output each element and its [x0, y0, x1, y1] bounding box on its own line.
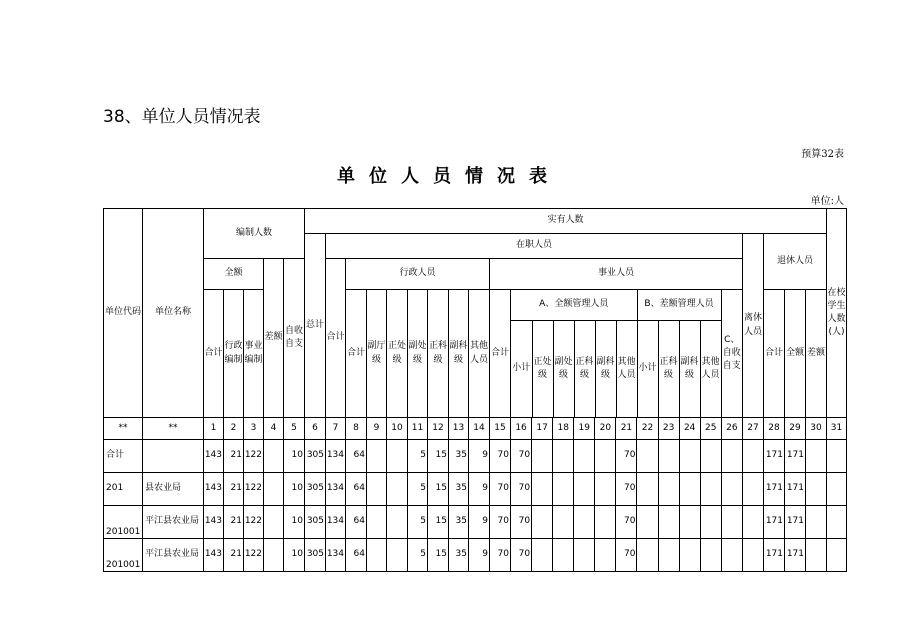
- value-cell: 305: [305, 440, 326, 473]
- value-cell: 5: [408, 440, 428, 473]
- header-ret-total: 合计: [764, 290, 785, 418]
- value-cell: [658, 539, 679, 572]
- value-cell: 10: [284, 473, 305, 506]
- index-cell: 22: [637, 418, 658, 440]
- index-cell: 11: [408, 418, 428, 440]
- value-cell: 122: [244, 539, 264, 572]
- index-cell: 28: [764, 418, 785, 440]
- unit-name-cell: [143, 440, 204, 473]
- value-cell: [700, 473, 721, 506]
- value-cell: 171: [764, 440, 785, 473]
- header-grand-total: 总计: [305, 234, 326, 418]
- unit-code-cell: 201001: [104, 506, 143, 539]
- value-cell: [367, 440, 387, 473]
- value-cell: [264, 440, 284, 473]
- header-inst-staff: 事业人员: [490, 259, 743, 290]
- header-a-deputy-section: 副科级: [595, 321, 616, 418]
- table-header: [104, 209, 847, 418]
- section-heading: 38、单位人员情况表: [103, 107, 261, 127]
- header-group-c: C、自收自支: [721, 290, 742, 417]
- value-cell: 122: [244, 473, 264, 506]
- value-cell: 15: [428, 473, 449, 506]
- value-cell: 70: [616, 539, 637, 572]
- header-admin-auth: 行政编制: [224, 290, 244, 418]
- index-cell: 2: [224, 418, 244, 440]
- value-cell: 5: [408, 506, 428, 539]
- value-cell: 134: [326, 440, 346, 473]
- personnel-table: [103, 208, 847, 572]
- header-admin-other: 其他人员: [469, 290, 490, 418]
- header-division: 正处级: [387, 290, 408, 418]
- header-diff-amount: 差额: [264, 259, 284, 418]
- value-cell: 64: [346, 440, 367, 473]
- value-cell: 21: [224, 440, 244, 473]
- value-cell: [700, 539, 721, 572]
- unit-label: 单位:人: [810, 196, 844, 207]
- header-admin-staff: 行政人员: [346, 259, 490, 290]
- value-cell: [387, 506, 408, 539]
- index-cell: 27: [743, 418, 764, 440]
- value-cell: 70: [511, 506, 532, 539]
- header-unit-code: 单位代码: [104, 209, 143, 418]
- header-ret-full: 全额: [785, 290, 806, 418]
- value-cell: [679, 473, 700, 506]
- index-cell: 10: [387, 418, 408, 440]
- value-cell: [387, 473, 408, 506]
- unit-name-cell: 县农业局: [143, 473, 204, 506]
- unit-code-cell: 201: [104, 473, 143, 506]
- value-cell: [637, 539, 658, 572]
- header-ret-diff: 差额: [806, 290, 827, 418]
- value-cell: 10: [284, 539, 305, 572]
- header-inst-total: 合计: [490, 290, 511, 418]
- value-cell: 122: [244, 440, 264, 473]
- value-cell: 171: [764, 506, 785, 539]
- value-cell: 171: [785, 539, 806, 572]
- value-cell: 171: [785, 440, 806, 473]
- value-cell: [721, 473, 742, 506]
- value-cell: 9: [469, 506, 490, 539]
- value-cell: 70: [490, 539, 511, 572]
- index-cell: 21: [616, 418, 637, 440]
- value-cell: 64: [346, 473, 367, 506]
- index-cell: 25: [700, 418, 721, 440]
- index-cell: 5: [284, 418, 305, 440]
- value-cell: 9: [469, 539, 490, 572]
- form-number: 预算32表: [801, 149, 844, 160]
- value-cell: 171: [785, 506, 806, 539]
- value-cell: [806, 440, 827, 473]
- index-cell: 9: [367, 418, 387, 440]
- value-cell: [658, 440, 679, 473]
- value-cell: [367, 539, 387, 572]
- index-row: [104, 418, 847, 440]
- value-cell: 70: [490, 506, 511, 539]
- value-cell: [387, 539, 408, 572]
- index-cell: 14: [469, 418, 490, 440]
- index-cell: 23: [658, 418, 679, 440]
- header-deputy-section: 副科级: [449, 290, 469, 418]
- value-cell: 35: [449, 473, 469, 506]
- index-cell: 16: [511, 418, 532, 440]
- header-a-section: 正科级: [574, 321, 595, 418]
- value-cell: 70: [511, 473, 532, 506]
- value-cell: 143: [204, 506, 224, 539]
- value-cell: 70: [616, 506, 637, 539]
- value-cell: [743, 506, 764, 539]
- index-cell: 13: [449, 418, 469, 440]
- value-cell: [721, 440, 742, 473]
- value-cell: 122: [244, 506, 264, 539]
- value-cell: [387, 440, 408, 473]
- value-cell: 5: [408, 539, 428, 572]
- index-cell: 15: [490, 418, 511, 440]
- value-cell: 21: [224, 539, 244, 572]
- value-cell: 134: [326, 539, 346, 572]
- value-cell: 70: [490, 440, 511, 473]
- value-cell: 134: [326, 506, 346, 539]
- header-a-other: 其他人员: [616, 321, 637, 418]
- value-cell: 35: [449, 539, 469, 572]
- value-cell: [806, 539, 827, 572]
- index-cell: 17: [532, 418, 553, 440]
- unit-code-cell: 合计: [104, 440, 143, 473]
- header-actual: 实有人数: [305, 209, 827, 234]
- index-cell: 3: [244, 418, 264, 440]
- value-cell: 64: [346, 539, 367, 572]
- table-title: 单位人员情况表: [337, 166, 561, 187]
- header-inst-auth: 事业编制: [244, 290, 264, 418]
- value-cell: 143: [204, 473, 224, 506]
- unit-code-cell: 201001: [104, 539, 143, 572]
- index-cell: 1: [204, 418, 224, 440]
- value-cell: 9: [469, 473, 490, 506]
- value-cell: 9: [469, 440, 490, 473]
- value-cell: 15: [428, 440, 449, 473]
- header-a-subtotal: 小计: [511, 321, 532, 418]
- table-row: [104, 506, 847, 539]
- table-row: [104, 539, 847, 572]
- value-cell: 70: [616, 440, 637, 473]
- index-cell: 20: [595, 418, 616, 440]
- header-b-other: 其他人员: [700, 321, 721, 418]
- index-cell: 4: [264, 418, 284, 440]
- table-row: [104, 440, 847, 473]
- value-cell: [553, 506, 574, 539]
- value-cell: 70: [511, 539, 532, 572]
- inst-subheader: [511, 290, 742, 417]
- value-cell: [637, 473, 658, 506]
- table-body: [104, 418, 847, 572]
- header-b-section: 正科级: [658, 321, 679, 418]
- header-section: 正科级: [428, 290, 449, 418]
- value-cell: [700, 506, 721, 539]
- value-cell: [806, 506, 827, 539]
- index-cell: 30: [806, 418, 827, 440]
- header-full-amount: 全额: [204, 259, 264, 290]
- value-cell: 70: [490, 473, 511, 506]
- header-deputy-bureau: 副厅级: [367, 290, 387, 418]
- header-auth-total: 合计: [204, 290, 224, 418]
- value-cell: [679, 539, 700, 572]
- value-cell: 5: [408, 473, 428, 506]
- index-cell: 31: [827, 418, 847, 440]
- header-students: 在校学生人数(人): [827, 209, 847, 418]
- header-b-deputy-section: 副科级: [679, 321, 700, 418]
- value-cell: 305: [305, 506, 326, 539]
- value-cell: [700, 440, 721, 473]
- value-cell: 143: [204, 539, 224, 572]
- value-cell: 15: [428, 539, 449, 572]
- value-cell: [637, 506, 658, 539]
- value-cell: [827, 539, 847, 572]
- header-resigned: 离休人员: [743, 234, 764, 418]
- header-deputy-division: 副处级: [408, 290, 428, 418]
- value-cell: 143: [204, 440, 224, 473]
- value-cell: [679, 506, 700, 539]
- header-authorized: 编制人数: [204, 209, 305, 259]
- value-cell: [264, 539, 284, 572]
- value-cell: 21: [224, 506, 244, 539]
- value-cell: [827, 473, 847, 506]
- header-employed: 在职人员: [326, 234, 743, 259]
- header-self-funded: 自收自支: [284, 259, 305, 418]
- value-cell: [679, 440, 700, 473]
- value-cell: 10: [284, 506, 305, 539]
- value-cell: [595, 440, 616, 473]
- value-cell: 305: [305, 539, 326, 572]
- index-cell: 12: [428, 418, 449, 440]
- value-cell: 171: [764, 473, 785, 506]
- value-cell: 35: [449, 506, 469, 539]
- value-cell: [553, 473, 574, 506]
- value-cell: [532, 506, 553, 539]
- index-cell: **: [143, 418, 204, 440]
- value-cell: [827, 506, 847, 539]
- index-cell: 18: [553, 418, 574, 440]
- value-cell: [264, 506, 284, 539]
- value-cell: [743, 440, 764, 473]
- value-cell: [721, 539, 742, 572]
- value-cell: [367, 473, 387, 506]
- value-cell: [264, 473, 284, 506]
- index-cell: **: [104, 418, 143, 440]
- value-cell: 70: [616, 473, 637, 506]
- value-cell: [595, 473, 616, 506]
- header-group-a: A、全额管理人员: [511, 290, 637, 321]
- value-cell: 64: [346, 506, 367, 539]
- value-cell: [743, 539, 764, 572]
- value-cell: [595, 506, 616, 539]
- value-cell: 21: [224, 473, 244, 506]
- value-cell: 15: [428, 506, 449, 539]
- index-cell: 7: [326, 418, 346, 440]
- index-cell: 24: [679, 418, 700, 440]
- header-employed-total: 合计: [326, 259, 346, 418]
- value-cell: [595, 539, 616, 572]
- value-cell: 171: [764, 539, 785, 572]
- value-cell: [553, 440, 574, 473]
- value-cell: [574, 473, 595, 506]
- value-cell: [658, 473, 679, 506]
- index-cell: 26: [721, 418, 742, 440]
- value-cell: 35: [449, 440, 469, 473]
- value-cell: [574, 506, 595, 539]
- table-row: [104, 473, 847, 506]
- header-retired: 退休人员: [764, 234, 827, 290]
- value-cell: [743, 473, 764, 506]
- value-cell: 134: [326, 473, 346, 506]
- header-group-b: B、差额管理人员: [637, 290, 721, 321]
- index-cell: 8: [346, 418, 367, 440]
- index-cell: 19: [574, 418, 595, 440]
- value-cell: [721, 506, 742, 539]
- value-cell: [574, 440, 595, 473]
- value-cell: [532, 539, 553, 572]
- value-cell: [637, 440, 658, 473]
- value-cell: [367, 506, 387, 539]
- value-cell: [574, 539, 595, 572]
- unit-name-cell: 平江县农业局: [143, 539, 204, 572]
- value-cell: [532, 440, 553, 473]
- value-cell: 171: [785, 473, 806, 506]
- header-a-division: 正处级: [532, 321, 553, 418]
- index-cell: 29: [785, 418, 806, 440]
- index-cell: 6: [305, 418, 326, 440]
- value-cell: 305: [305, 473, 326, 506]
- value-cell: [658, 506, 679, 539]
- header-b-subtotal: 小计: [637, 321, 658, 418]
- unit-name-cell: 平江县农业局: [143, 506, 204, 539]
- header-a-deputy-division: 副处级: [553, 321, 574, 418]
- value-cell: [553, 539, 574, 572]
- header-admin-total: 合计: [346, 290, 367, 418]
- value-cell: [532, 473, 553, 506]
- header-unit-name: 单位名称: [143, 209, 204, 418]
- value-cell: 10: [284, 440, 305, 473]
- value-cell: [806, 473, 827, 506]
- value-cell: [827, 440, 847, 473]
- value-cell: 70: [511, 440, 532, 473]
